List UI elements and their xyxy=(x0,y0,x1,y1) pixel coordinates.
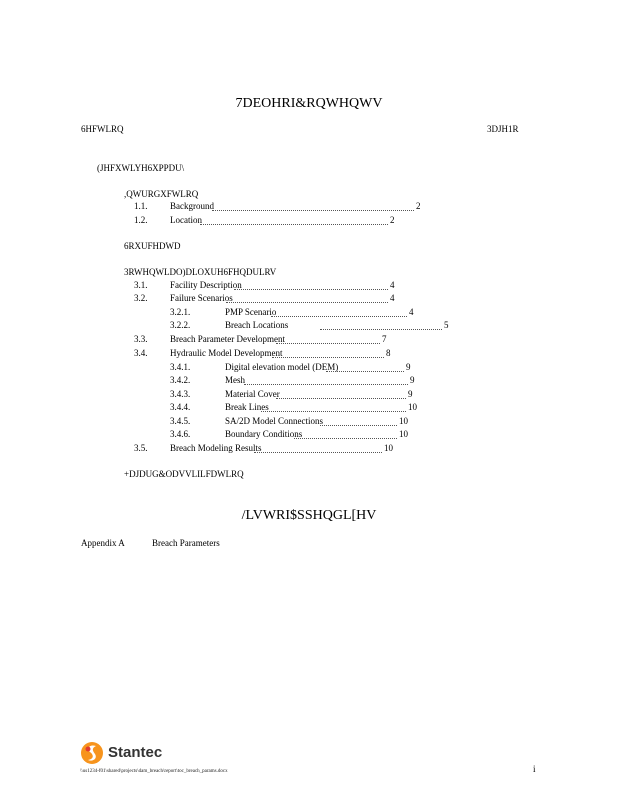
toc-entry[interactable] xyxy=(0,428,618,440)
appendix-title[interactable]: Breach Parameters xyxy=(152,538,220,548)
toc-entry-page: 9 xyxy=(408,389,413,399)
dot-leader xyxy=(234,288,388,290)
appendix-label[interactable]: Appendix A xyxy=(81,538,125,548)
stantec-logo-text: Stantec xyxy=(108,744,163,761)
page-column-header: 3DJH1R xyxy=(487,124,519,134)
toc-entry-label: Mesh xyxy=(225,375,245,385)
toc-entry-page: 10 xyxy=(399,416,408,426)
appendices-title: /LVWRI$SSHQGL[HV xyxy=(241,508,377,523)
toc-entry-number: 1.1. xyxy=(134,201,148,211)
toc-entry[interactable] xyxy=(0,442,618,454)
toc-entry-label: Boundary Conditions xyxy=(225,429,303,439)
toc-entry-label: Facility Description xyxy=(170,280,242,290)
toc-heading-hazard-classification[interactable]: +DJDUG&ODVVLILFDWLRQ xyxy=(124,469,244,479)
toc-entry[interactable] xyxy=(0,200,618,212)
toc-entry-label: Failure Scenarios xyxy=(170,293,233,303)
document-file-path: \\us1234-f01\shared\projects\dam_breach\report\toc_breach_params.docx xyxy=(80,769,228,774)
toc-entry-page: 2 xyxy=(390,215,395,225)
toc-entry-number: 3.4.5. xyxy=(170,416,191,426)
toc-entry[interactable] xyxy=(0,292,618,304)
toc-entry-number: 3.4.2. xyxy=(170,375,191,385)
toc-entry-label: Breach Parameter Development xyxy=(170,334,285,344)
toc-heading-source-data[interactable]: 6RXUFHDWD xyxy=(124,241,181,251)
toc-entry[interactable] xyxy=(0,319,618,331)
toc-entry-label: Hydraulic Model Development xyxy=(170,348,283,358)
toc-entry-page: 9 xyxy=(406,362,411,372)
toc-entry-number: 3.3. xyxy=(134,334,148,344)
toc-entry[interactable] xyxy=(0,361,618,373)
toc-entry[interactable] xyxy=(0,401,618,413)
toc-entry-number: 1.2. xyxy=(134,215,148,225)
toc-entry-label: SA/2D Model Connections xyxy=(225,416,323,426)
toc-entry-label: Material Cover xyxy=(225,389,280,399)
toc-entry-page: 9 xyxy=(410,375,415,385)
toc-entry-label: Location xyxy=(170,215,202,225)
toc-entry[interactable] xyxy=(0,279,618,291)
toc-entry-label: Background xyxy=(170,201,214,211)
toc-entry-page: 8 xyxy=(386,348,391,358)
toc-entry-page: 4 xyxy=(390,293,395,303)
toc-entry-label: Digital elevation model (DEM) xyxy=(225,362,339,372)
toc-entry-page: 7 xyxy=(382,334,387,344)
section-column-header: 6HFWLRQ xyxy=(81,124,124,134)
toc-entry-page: 5 xyxy=(444,320,449,330)
dot-leader xyxy=(244,383,408,385)
toc-entry[interactable] xyxy=(0,333,618,345)
dot-leader xyxy=(294,437,397,439)
toc-entry-label: Breach Locations xyxy=(225,320,289,330)
dot-leader xyxy=(320,328,442,330)
dot-leader xyxy=(326,370,404,372)
dot-leader xyxy=(254,451,382,453)
toc-entry[interactable] xyxy=(0,374,618,386)
toc-entry-label: Breach Modeling Results xyxy=(170,443,262,453)
dot-leader xyxy=(226,301,388,303)
toc-entry[interactable] xyxy=(0,347,618,359)
toc-entry-number: 3.2. xyxy=(134,293,148,303)
toc-entry-number: 3.4.4. xyxy=(170,402,191,412)
toc-entry-number: 3.4.6. xyxy=(170,429,191,439)
toc-entry[interactable] xyxy=(0,214,618,226)
toc-entry-number: 3.2.1. xyxy=(170,307,191,317)
dot-leader xyxy=(271,315,407,317)
dot-leader xyxy=(276,342,380,344)
toc-entry[interactable] xyxy=(0,388,618,400)
toc-entry-page: 10 xyxy=(384,443,393,453)
toc-entry-executive-summary[interactable]: (JHFXWLYH6XPPDU\ xyxy=(97,163,185,173)
page-number: i xyxy=(533,764,536,774)
toc-entry-number: 3.4.3. xyxy=(170,389,191,399)
toc-entry-number: 3.4. xyxy=(134,348,148,358)
dot-leader xyxy=(276,397,406,399)
toc-entry-page: 10 xyxy=(408,402,417,412)
toc-entry-page: 4 xyxy=(390,280,395,290)
dot-leader xyxy=(261,410,406,412)
toc-entry-page: 2 xyxy=(416,201,421,211)
toc-entry[interactable] xyxy=(0,415,618,427)
toc-entry-number: 3.2.2. xyxy=(170,320,191,330)
toc-entry-number: 3.4.1. xyxy=(170,362,191,372)
toc-heading-introduction[interactable]: ,QWURGXFWLRQ xyxy=(124,189,199,199)
dot-leader xyxy=(320,424,397,426)
document-title: 7DEOHRI&RQWHQWV xyxy=(235,96,383,111)
toc-heading-potential-failure-scenarios[interactable]: 3RWHQWLDO)DLOXUH6FHQDULRV xyxy=(124,267,277,277)
toc-entry-label: Break Lines xyxy=(225,402,269,412)
dot-leader xyxy=(212,209,414,211)
toc-entry-label: PMP Scenario xyxy=(225,307,277,317)
stantec-logo-icon xyxy=(80,740,104,766)
dot-leader xyxy=(200,223,388,225)
dot-leader xyxy=(272,356,384,358)
toc-entry-number: 3.5. xyxy=(134,443,148,453)
toc-entry-page: 10 xyxy=(399,429,408,439)
toc-entry-page: 4 xyxy=(409,307,414,317)
toc-entry[interactable] xyxy=(0,306,618,318)
toc-entry-number: 3.1. xyxy=(134,280,148,290)
